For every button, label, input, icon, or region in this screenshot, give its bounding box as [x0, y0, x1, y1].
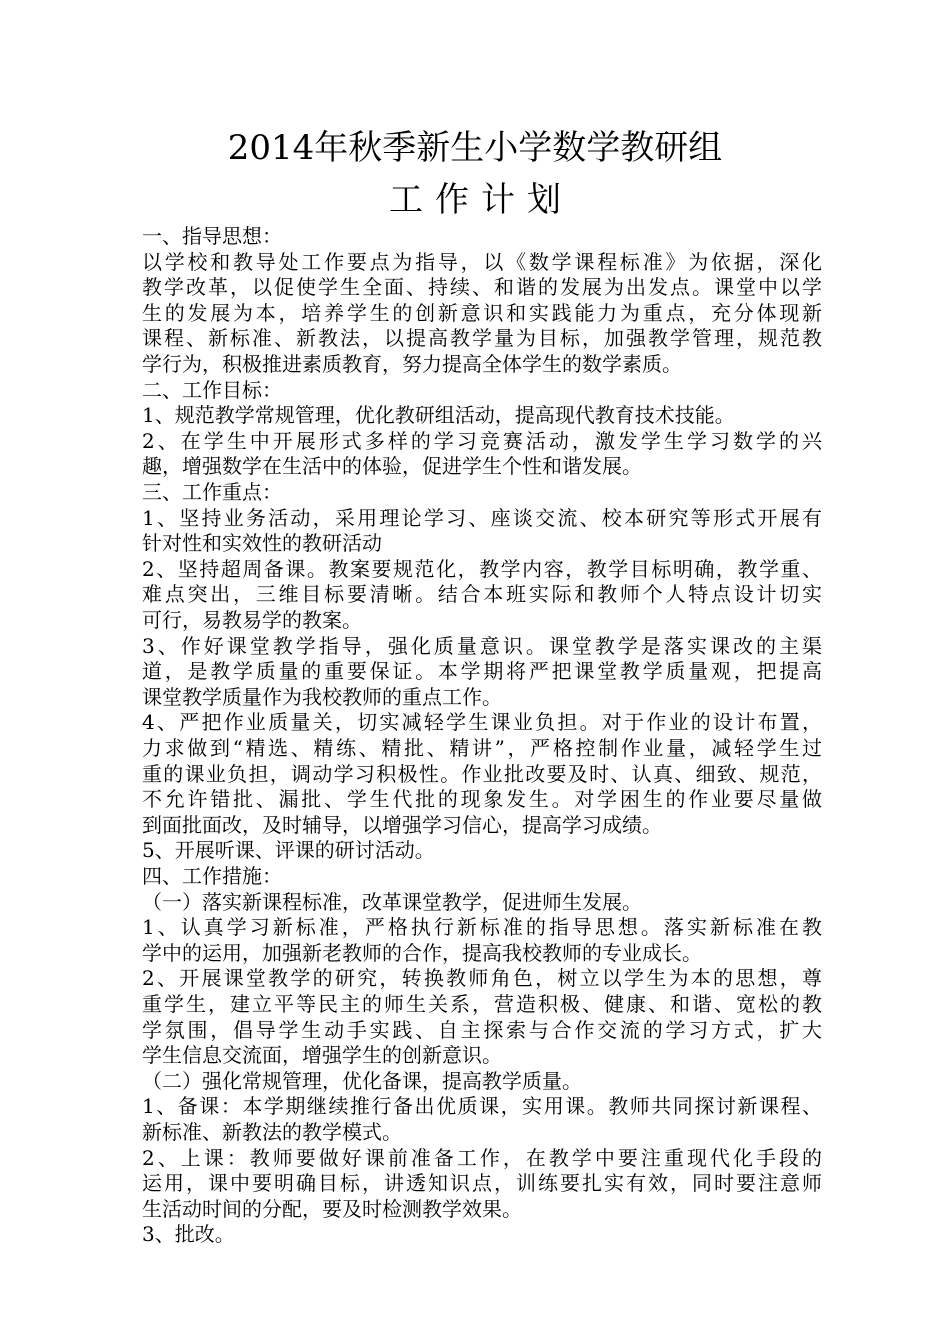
document-title: 2014年秋季新生小学数学教研组: [227, 128, 723, 168]
body-line: 生的发展为本，培养学生的创新意识和实践能力为重点，充分体现新: [142, 300, 822, 325]
body-line: 学行为，积极推进素质教育，努力提高全体学生的数学素质。: [142, 352, 682, 376]
body-line: 1、坚持业务活动，采用理论学习、座谈交流、校本研究等形式开展有: [142, 505, 822, 530]
body-line: 2、坚持超周备课。教案要规范化，教学内容，教学目标明确，教学重、: [142, 556, 822, 581]
body-line: （一）落实新课程标准，改革课堂教学，促进师生发展。: [142, 889, 642, 914]
body-line: 不允许错批、漏批、学生代批的现象发生。对学困生的作业要尽量做: [142, 787, 822, 812]
body-line: 二、工作目标：: [142, 377, 282, 402]
document-subtitle: 工作计划: [389, 180, 573, 220]
body-line: 学中的运用，加强新老教师的合作，提高我校教师的专业成长。: [142, 940, 702, 965]
body-line: 道，是教学质量的重要保证。本学期将严把课堂教学质量观，把提高: [142, 659, 822, 684]
body-line: 针对性和实效性的教研活动: [142, 531, 382, 556]
body-line: 2、在学生中开展形式多样的学习竞赛活动，激发学生学习数学的兴: [142, 428, 822, 453]
body-line: 趣，增强数学在生活中的体验，促进学生个性和谐发展。: [142, 454, 642, 479]
body-line: 课程、新标准、新教法，以提高教学量为目标，加强教学管理，规范教: [142, 326, 822, 351]
body-line: 到面批面改，及时辅导，以增强学习信心，提高学习成绩。: [142, 812, 662, 837]
body-line: 生活动时间的分配，要及时检测教学效果。: [142, 1196, 522, 1221]
body-line: 四、工作措施：: [142, 864, 282, 888]
body-line: 一、指导思想：: [142, 224, 282, 248]
body-line: （二）强化常规管理，优化备课，提高教学质量。: [142, 1068, 582, 1093]
body-line: 以学校和教导处工作要点为指导，以《数学课程标准》为依据，深化: [142, 249, 822, 274]
body-line: 3、作好课堂教学指导，强化质量意识。课堂教学是落实课改的主渠: [142, 633, 822, 658]
body-line: 重的课业负担，调动学习积极性。作业批改要及时、认真、细致、规范，: [142, 761, 822, 786]
body-line: 2、上课：教师要做好课前准备工作，在教学中要注重现代化手段的: [142, 1145, 822, 1170]
body-line: 2、开展课堂教学的研究，转换教师角色，树立以学生为本的思想，尊: [142, 966, 822, 991]
body-line: 学生信息交流面，增强学生的创新意识。: [142, 1043, 502, 1068]
body-line: 3、批改。: [142, 1222, 235, 1247]
body-line: 1、规范教学常规管理，优化教研组活动，提高现代教育技术技能。: [142, 403, 735, 428]
body-line: 1、认真学习新标准，严格执行新标准的指导思想。落实新标准在教: [142, 915, 822, 940]
body-line: 学氛围，倡导学生动手实践、自主探索与合作交流的学习方式，扩大: [142, 1017, 822, 1042]
body-line: 1、备课：本学期继续推行备出优质课，实用课。教师共同探讨新课程、: [142, 1094, 822, 1119]
body-line: 课堂教学质量作为我校教师的重点工作。: [142, 684, 502, 709]
body-line: 三、工作重点：: [142, 480, 282, 504]
body-line: 重学生，建立平等民主的师生关系，营造积极、健康、和谐、宽松的教: [142, 992, 822, 1016]
body-line: 教学改革，以促使学生全面、持续、和谐的发展为出发点。课堂中以学: [142, 275, 822, 300]
body-line: 新标准、新教法的教学模式。: [142, 1120, 402, 1144]
body-line: 力求做到“精选、精练、精批、精讲”，严格控制作业量，减轻学生过: [142, 736, 822, 760]
body-line: 运用，课中要明确目标，讲透知识点，训练要扎实有效，同时要注意师: [142, 1171, 822, 1196]
body-line: 可行，易教易学的教案。: [142, 608, 362, 632]
body-line: 难点突出，三维目标要清晰。结合本班实际和教师个人特点设计切实: [142, 582, 822, 607]
body-line: 4、严把作业质量关，切实减轻学生课业负担。对于作业的设计布置，: [142, 710, 822, 735]
body-line: 5、开展听课、评课的研讨活动。: [142, 838, 435, 863]
